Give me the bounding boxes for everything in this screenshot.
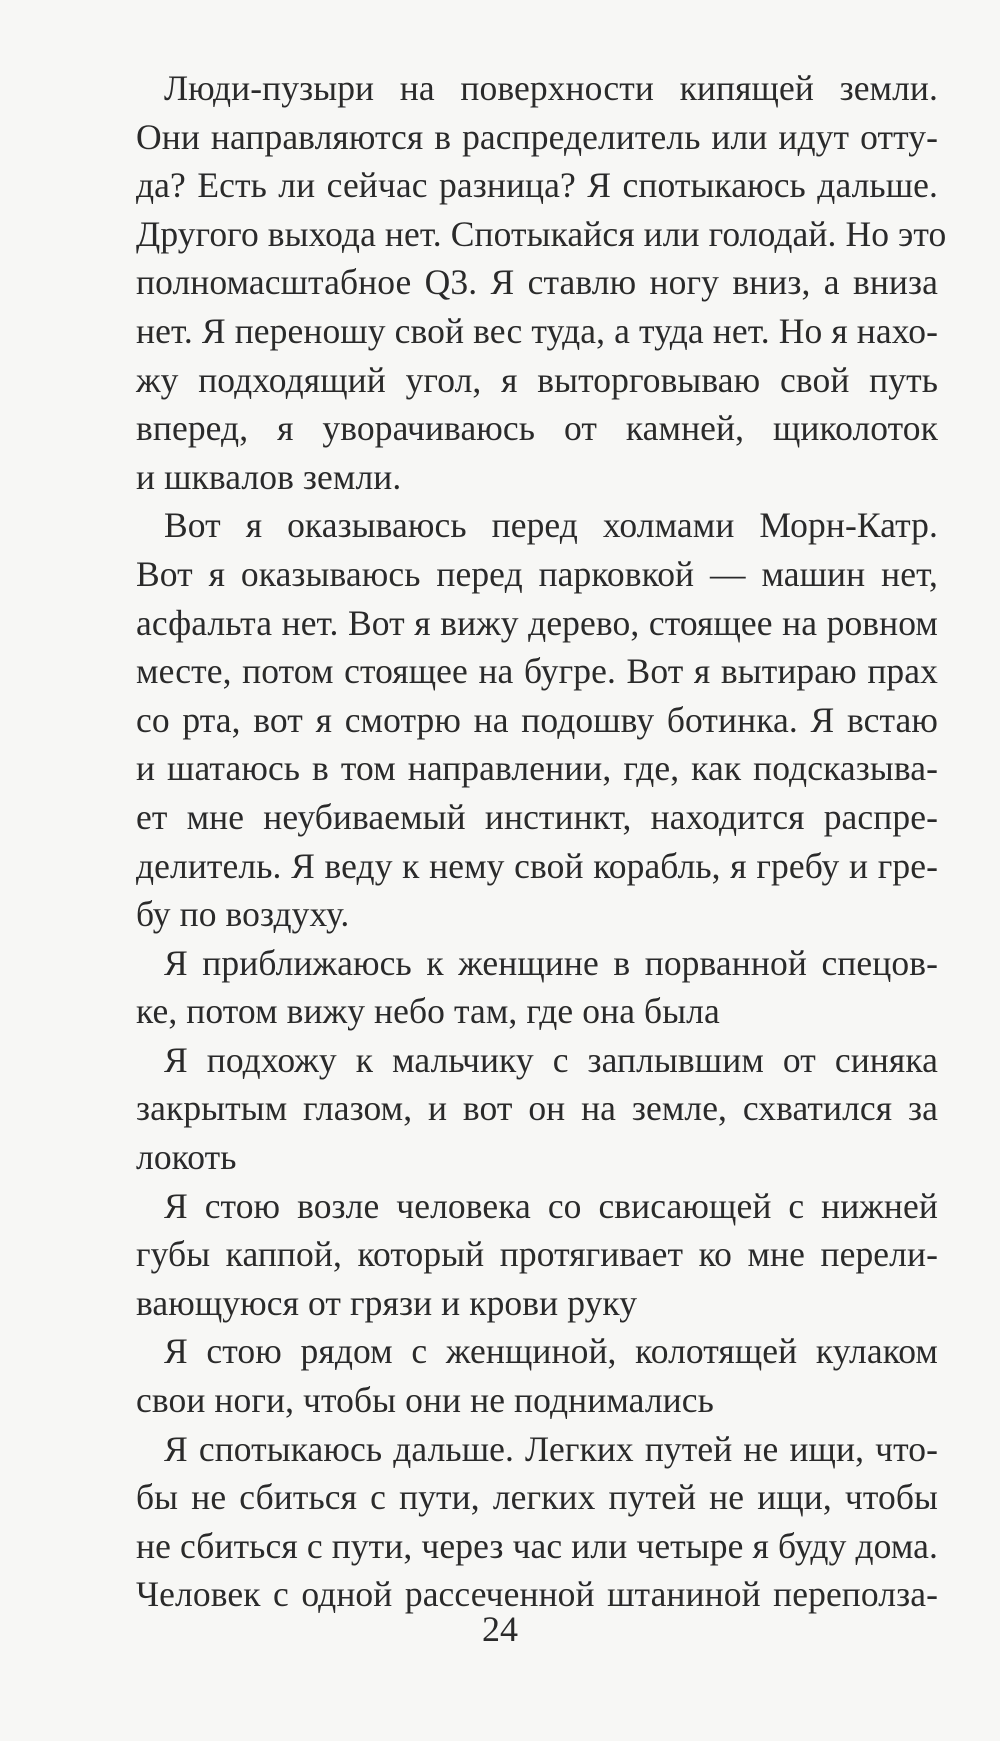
body-text [136, 64, 947, 1619]
text-line: Человек с одной рассеченной штаниной переполза- [136, 1574, 938, 1615]
text-line: делитель. Я веду к нему свой корабль, я гребу и гре- [136, 845, 938, 886]
text-line: свои ноги, чтобы они не поднимались [136, 1380, 714, 1421]
text-line: Вот я оказываюсь перед парковкой — машин нет, [136, 553, 938, 594]
text-line: Я спотыкаюсь дальше. Легких путей не ищи, что- [164, 1428, 938, 1469]
text-line: ет мне неубиваемый инстинкт, находится распре- [136, 796, 938, 837]
text-line: губы каппой, который протягивает ко мне перели- [136, 1234, 938, 1275]
text-line: да? Есть ли сейчас разница? Я спотыкаюсь дальше. [136, 165, 938, 206]
text-line: Вот я оказываюсь перед холмами Морн-Катр. [164, 505, 938, 546]
text-line: не сбиться с пути, через час или четыре я буду дома. [136, 1525, 938, 1566]
text-line: Я стою возле человека со свисающей с нижней [164, 1185, 938, 1226]
text-line: вперед, я уворачиваюсь от камней, щиколоток [136, 408, 938, 449]
text-line: жу подходящий угол, я выторговываю свой путь [136, 359, 938, 400]
text-line: Я подхожу к мальчику с заплывшим от синяка [164, 1039, 938, 1080]
text-line: Они направляются в распределитель или идут отту- [136, 116, 938, 157]
text-line: Другого выхода нет. Спотыкайся или голодай. Но это [136, 213, 947, 254]
text-line: нет. Я переношу свой вес туда, а туда нет. Но я нахо- [136, 310, 938, 351]
page-number: 24 [482, 1609, 518, 1649]
text-line: и шквалов земли. [136, 456, 402, 497]
text-line: закрытым глазом, и вот он на земле, схватился за [136, 1088, 938, 1129]
text-line: ке, потом вижу небо там, где она была [136, 991, 720, 1032]
text-line: месте, потом стоящее на бугре. Вот я вытираю прах [136, 651, 938, 692]
text-line: вающуюся от грязи и крови руку [136, 1282, 638, 1323]
text-line: полномасштабное Q3. Я ставлю ногу вниз, а вниза [136, 262, 938, 303]
text-line: со рта, вот я смотрю на подошву ботинка. Я встаю [136, 699, 938, 740]
text-line: бы не сбиться с пути, легких путей не ищи, чтобы [136, 1477, 938, 1518]
text-line: асфальта нет. Вот я вижу дерево, стоящее на ровном [136, 602, 938, 643]
text-line: бу по воздуху. [136, 894, 350, 935]
text-line: Люди-пузыри на поверхности кипящей земли. [164, 68, 938, 108]
text-line: Я приближаюсь к женщине в порванной спецов- [164, 942, 938, 983]
text-line: локоть [136, 1137, 237, 1178]
text-line: Я стою рядом с женщиной, колотящей кулаком [164, 1331, 938, 1372]
text-line: и шатаюсь в том направлении, где, как подсказыва- [136, 748, 938, 789]
